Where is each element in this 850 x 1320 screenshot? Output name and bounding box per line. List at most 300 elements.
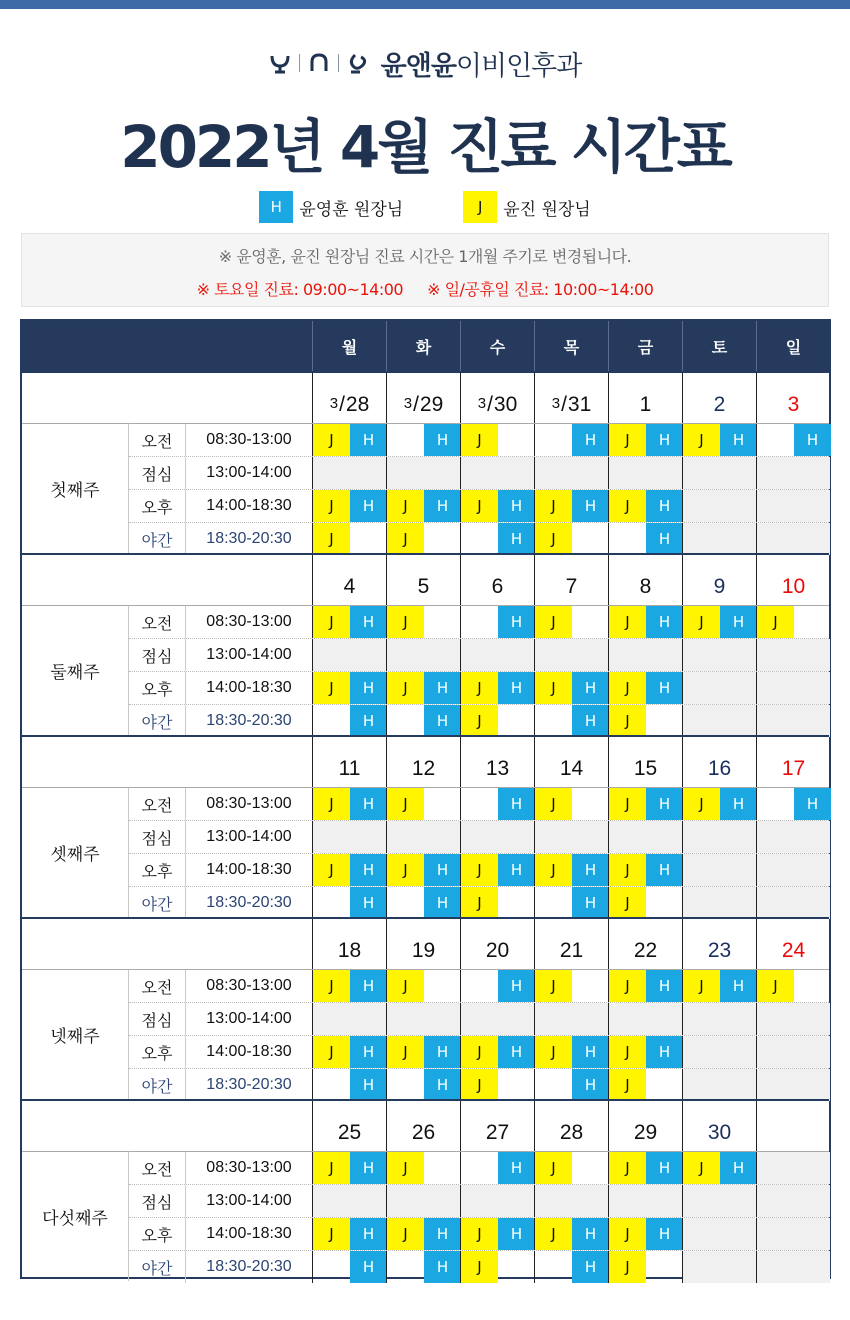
doctor-j-badge: J — [461, 705, 498, 737]
doctor-h-badge: H — [498, 1152, 535, 1184]
date-day: 3 — [787, 393, 800, 416]
date-day: 18 — [337, 939, 362, 962]
session-name: 오전 — [129, 424, 186, 456]
date-number — [756, 919, 830, 969]
date-day: 26 — [411, 1121, 436, 1144]
schedule-cell — [460, 1218, 534, 1250]
notice-hours — [22, 277, 828, 300]
date-number — [460, 919, 534, 969]
session-row — [129, 1250, 829, 1283]
schedule-cell — [460, 523, 534, 555]
session-row — [129, 1035, 829, 1068]
schedule-cell — [608, 672, 682, 704]
schedule-cell — [386, 788, 460, 820]
doctor-h-badge: H — [350, 1218, 387, 1250]
session-row — [129, 456, 829, 489]
doctor-j-badge: J — [609, 854, 646, 886]
session-row — [129, 671, 829, 704]
doctor-h-badge: H — [424, 1251, 461, 1283]
session-name: 야간 — [129, 1069, 186, 1101]
schedule-cell — [312, 821, 386, 853]
schedule-cell — [534, 788, 608, 820]
doctor-j-badge: J — [461, 1251, 498, 1283]
session-row — [129, 1184, 829, 1217]
doctor-h-badge: H — [646, 854, 683, 886]
schedule-cell — [386, 1218, 460, 1250]
schedule-cell — [756, 490, 830, 522]
schedule-cell — [312, 1036, 386, 1068]
doctor-h-badge: H — [498, 606, 535, 638]
doctor-j-badge: J — [387, 606, 424, 638]
doctor-h-badge: H — [424, 424, 461, 456]
doctor-j-badge: J — [313, 1036, 350, 1068]
doctor-j-badge: J — [683, 788, 720, 820]
session-time: 08:30-13:00 — [206, 1159, 292, 1176]
top-accent-bar — [0, 0, 850, 9]
session-row — [129, 489, 829, 522]
schedule-cell — [460, 970, 534, 1002]
doctor-j-badge: J — [313, 1152, 350, 1184]
doctor-j-badge: J — [609, 705, 646, 737]
session-time: 14:00-18:30 — [206, 497, 292, 514]
schedule-cell — [534, 1251, 608, 1283]
doctor-j-badge: J — [461, 490, 498, 522]
schedule-cell — [386, 1069, 460, 1101]
schedule-cell — [608, 1185, 682, 1217]
schedule-cell — [312, 1185, 386, 1217]
schedule-cell — [756, 705, 830, 737]
doctor-j-badge: J — [609, 606, 646, 638]
schedule-cell — [682, 887, 756, 919]
doctor-j-badge: J — [313, 424, 350, 456]
session-time: 14:00-18:30 — [206, 679, 292, 696]
schedule-cell — [386, 887, 460, 919]
schedule-cell — [386, 1185, 460, 1217]
notice-rotation: ※ 윤영훈, 윤진 원장님 진료 시간은 1개월 주기로 변경됩니다. — [218, 247, 632, 266]
date-day: 27 — [485, 1121, 510, 1144]
date-number — [386, 737, 460, 787]
doctor-j-badge: J — [313, 490, 350, 522]
date-day: 29 — [419, 393, 444, 416]
date-day: 8 — [639, 575, 652, 598]
schedule-cell — [534, 523, 608, 555]
session-row — [129, 820, 829, 853]
week-block — [22, 371, 829, 553]
doctor-j-badge: J — [609, 1218, 646, 1250]
week-label: 다섯째주 — [22, 1151, 129, 1281]
doctor-h-badge: H — [424, 1036, 461, 1068]
schedule-cell — [608, 523, 682, 555]
doctor-h-badge: H — [350, 672, 387, 704]
doctor-j-badge: J — [313, 523, 350, 555]
schedule-cell — [756, 1003, 830, 1035]
date-number — [312, 919, 386, 969]
weekday-header: 월 — [312, 321, 386, 371]
schedule-cell — [386, 705, 460, 737]
session-row — [129, 886, 829, 919]
schedule-cell — [312, 457, 386, 489]
date-day: 14 — [559, 757, 584, 780]
schedule-cell — [534, 887, 608, 919]
doctor-h-badge: H — [350, 788, 387, 820]
doctor-h-badge: H — [424, 672, 461, 704]
session-time: 13:00-14:00 — [206, 1192, 292, 1209]
schedule-cell — [534, 1218, 608, 1250]
schedule-cell — [460, 606, 534, 638]
schedule-cell — [312, 1003, 386, 1035]
legend-item-h — [259, 191, 403, 223]
doctor-legend — [0, 191, 850, 223]
schedule-cell — [460, 1069, 534, 1101]
doctor-h-badge: H — [720, 788, 757, 820]
date-number — [386, 373, 460, 423]
schedule-cell — [756, 970, 830, 1002]
schedule-cell — [608, 639, 682, 671]
schedule-cell — [386, 606, 460, 638]
schedule-cell — [312, 887, 386, 919]
schedule-cell — [386, 424, 460, 456]
doctor-j-badge: J — [609, 672, 646, 704]
schedule-cell — [756, 457, 830, 489]
notice-box — [21, 233, 829, 307]
notice-saturday-hours: ※ 토요일 진료: 09:00~14:00 — [196, 280, 404, 299]
schedule-cell — [608, 821, 682, 853]
date-number — [682, 919, 756, 969]
schedule-cell — [756, 606, 830, 638]
doctor-j-badge: J — [609, 424, 646, 456]
doctor-h-badge: H — [572, 1036, 609, 1068]
schedule-cell — [608, 1036, 682, 1068]
date-slash: / — [561, 393, 567, 416]
session-name: 점심 — [129, 639, 186, 671]
session-time: 14:00-18:30 — [206, 1225, 292, 1242]
doctor-h-badge: H — [720, 606, 757, 638]
session-name: 오후 — [129, 490, 186, 522]
doctor-j-badge: J — [313, 606, 350, 638]
date-number — [460, 1101, 534, 1151]
schedule-cell — [682, 523, 756, 555]
schedule-cell — [386, 639, 460, 671]
date-day: 16 — [707, 757, 732, 780]
schedule-cell — [682, 1185, 756, 1217]
doctor-h-badge: H — [572, 705, 609, 737]
doctor-j-badge: J — [683, 606, 720, 638]
doctor-h-badge: H — [646, 1218, 683, 1250]
schedule-cell — [460, 821, 534, 853]
date-number — [534, 1101, 608, 1151]
schedule-cell — [460, 490, 534, 522]
doctor-j-badge: J — [683, 1152, 720, 1184]
doctor-h-badge: H — [646, 1036, 683, 1068]
date-month-prefix: 3 — [551, 395, 561, 412]
doctor-j-badge: J — [535, 1152, 572, 1184]
date-number — [460, 555, 534, 605]
session-name: 오후 — [129, 1218, 186, 1250]
schedule-cell — [534, 424, 608, 456]
date-slash: / — [339, 393, 345, 416]
session-row — [129, 853, 829, 886]
doctor-j-badge: J — [313, 970, 350, 1002]
date-day: 23 — [707, 939, 732, 962]
session-row — [129, 1151, 829, 1184]
date-number — [534, 555, 608, 605]
session-name: 야간 — [129, 887, 186, 919]
date-number — [460, 373, 534, 423]
date-number — [386, 919, 460, 969]
doctor-j-badge: J — [387, 672, 424, 704]
doctor-h-badge: H — [498, 854, 535, 886]
doctor-h-badge: H — [498, 970, 535, 1002]
date-number — [312, 373, 386, 423]
doctor-j-badge: J — [757, 606, 794, 638]
date-number — [682, 555, 756, 605]
date-day: 13 — [485, 757, 510, 780]
doctor-h-badge: H — [350, 424, 387, 456]
schedule-cell — [608, 1152, 682, 1184]
date-day: 22 — [633, 939, 658, 962]
week-block — [22, 553, 829, 735]
date-day: 20 — [485, 939, 510, 962]
doctor-j-badge: J — [387, 1218, 424, 1250]
doctor-j-badge: J — [609, 788, 646, 820]
schedule-cell — [460, 1251, 534, 1283]
schedule-cell — [682, 970, 756, 1002]
schedule-cell — [608, 1218, 682, 1250]
date-day: 24 — [781, 939, 806, 962]
schedule-cell — [608, 887, 682, 919]
session-name: 점심 — [129, 821, 186, 853]
date-number — [312, 737, 386, 787]
date-day: 28 — [345, 393, 370, 416]
schedule-cell — [682, 606, 756, 638]
schedule-cell — [386, 457, 460, 489]
date-number — [608, 1101, 682, 1151]
schedule-cell — [534, 1152, 608, 1184]
doctor-h-badge: H — [424, 887, 461, 919]
date-number — [756, 373, 830, 423]
schedule-cell — [534, 970, 608, 1002]
doctor-j-badge: J — [313, 788, 350, 820]
doctor-h-badge: H — [646, 1152, 683, 1184]
session-time: 08:30-13:00 — [206, 795, 292, 812]
date-number — [608, 737, 682, 787]
doctor-j-badge: J — [609, 1069, 646, 1101]
doctor-h-badge: H — [646, 672, 683, 704]
date-day: 2 — [713, 393, 726, 416]
schedule-cell — [682, 821, 756, 853]
schedule-cell — [460, 887, 534, 919]
date-day: 10 — [781, 575, 806, 598]
date-day: 5 — [417, 575, 430, 598]
logo-separator — [299, 54, 300, 72]
schedule-cell — [460, 705, 534, 737]
schedule-cell — [534, 821, 608, 853]
doctor-h-badge: H — [350, 887, 387, 919]
schedule-cell — [682, 788, 756, 820]
schedule-cell — [534, 672, 608, 704]
doctor-h-badge: H — [498, 1036, 535, 1068]
weekday-header: 토 — [682, 321, 756, 371]
schedule-cell — [534, 1069, 608, 1101]
doctor-j-badge: J — [609, 887, 646, 919]
session-row — [129, 1068, 829, 1101]
session-row — [129, 1002, 829, 1035]
doctor-j-badge: J — [313, 854, 350, 886]
date-day: 28 — [559, 1121, 584, 1144]
session-name: 오전 — [129, 606, 186, 638]
schedule-cell — [608, 854, 682, 886]
schedule-cell — [682, 854, 756, 886]
date-number — [608, 555, 682, 605]
date-day: 6 — [491, 575, 504, 598]
date-number — [312, 1101, 386, 1151]
schedule-cell — [312, 705, 386, 737]
doctor-h-badge: H — [646, 970, 683, 1002]
schedule-cell — [608, 424, 682, 456]
session-time: 14:00-18:30 — [206, 861, 292, 878]
doctor-j-badge: J — [609, 490, 646, 522]
schedule-cell — [682, 1152, 756, 1184]
schedule-cell — [608, 457, 682, 489]
schedule-cell — [756, 821, 830, 853]
schedule-cell — [460, 457, 534, 489]
session-time: 13:00-14:00 — [206, 464, 292, 481]
doctor-j-badge: J — [609, 1251, 646, 1283]
legend-label-j: 윤진 원장님 — [503, 199, 591, 220]
logo-mark-swirl-icon — [347, 51, 369, 75]
doctor-h-badge: H — [498, 523, 535, 555]
date-slash: / — [487, 393, 493, 416]
schedule-cell — [756, 424, 830, 456]
session-row — [129, 522, 829, 555]
schedule-cell — [386, 1152, 460, 1184]
doctor-h-badge: H — [350, 606, 387, 638]
schedule-cell — [534, 639, 608, 671]
schedule-cell — [682, 1003, 756, 1035]
date-number — [756, 1101, 830, 1151]
schedule-cell — [756, 1069, 830, 1101]
schedule-cell — [534, 490, 608, 522]
doctor-h-badge: H — [350, 1036, 387, 1068]
schedule-cell — [756, 523, 830, 555]
notice-holiday-hours: ※ 일/공휴일 진료: 10:00~14:00 — [427, 280, 654, 299]
doctor-h-badge: H — [572, 887, 609, 919]
schedule-cell — [312, 1218, 386, 1250]
table-header — [22, 321, 829, 371]
schedule-cell — [756, 1251, 830, 1283]
schedule-cell — [312, 424, 386, 456]
doctor-h-badge: H — [350, 490, 387, 522]
schedule-cell — [608, 1003, 682, 1035]
week-label: 넷째주 — [22, 969, 129, 1099]
date-number — [386, 1101, 460, 1151]
date-day: 1 — [639, 393, 652, 416]
doctor-h-badge: H — [572, 672, 609, 704]
doctor-j-badge: J — [387, 1152, 424, 1184]
schedule-cell — [312, 854, 386, 886]
doctor-h-badge: H — [646, 490, 683, 522]
schedule-cell — [312, 970, 386, 1002]
weekday-header: 일 — [756, 321, 830, 371]
schedule-cell — [682, 490, 756, 522]
schedule-cell — [682, 424, 756, 456]
logo-mark-n-icon — [308, 51, 330, 75]
schedule-cell — [534, 1185, 608, 1217]
session-name: 야간 — [129, 705, 186, 737]
doctor-h-badge: H — [424, 705, 461, 737]
schedule-cell — [386, 1251, 460, 1283]
doctor-j-badge: J — [461, 1218, 498, 1250]
date-day: 30 — [707, 1121, 732, 1144]
doctor-h-badge: H — [572, 1251, 609, 1283]
doctor-j-badge: J — [461, 1036, 498, 1068]
doctor-j-badge: J — [461, 424, 498, 456]
date-month-prefix: 3 — [329, 395, 339, 412]
session-time: 13:00-14:00 — [206, 646, 292, 663]
doctor-h-badge: H — [646, 788, 683, 820]
session-row — [129, 638, 829, 671]
legend-badge-h: H — [259, 191, 293, 223]
date-number — [534, 373, 608, 423]
week-label: 셋째주 — [22, 787, 129, 917]
date-day: 9 — [713, 575, 726, 598]
schedule-cell — [386, 854, 460, 886]
session-time: 14:00-18:30 — [206, 1043, 292, 1060]
date-day: 29 — [633, 1121, 658, 1144]
week-block — [22, 735, 829, 917]
schedule-cell — [386, 672, 460, 704]
schedule-cell — [460, 1152, 534, 1184]
schedule-cell — [756, 788, 830, 820]
date-day: 4 — [343, 575, 356, 598]
date-number — [534, 919, 608, 969]
schedule-cell — [534, 1036, 608, 1068]
legend-item-j — [463, 191, 591, 223]
doctor-h-badge: H — [424, 1218, 461, 1250]
date-day: 11 — [338, 757, 361, 780]
doctor-j-badge: J — [535, 1218, 572, 1250]
doctor-h-badge: H — [350, 970, 387, 1002]
schedule-cell — [312, 1152, 386, 1184]
doctor-h-badge: H — [498, 1218, 535, 1250]
doctor-j-badge: J — [387, 523, 424, 555]
doctor-j-badge: J — [535, 490, 572, 522]
date-day: 25 — [337, 1121, 362, 1144]
doctor-j-badge: J — [461, 1069, 498, 1101]
session-name: 오후 — [129, 854, 186, 886]
doctor-j-badge: J — [609, 970, 646, 1002]
doctor-h-badge: H — [646, 523, 683, 555]
schedule-cell — [386, 1003, 460, 1035]
doctor-h-badge: H — [572, 424, 609, 456]
date-day: 21 — [559, 939, 584, 962]
date-month-prefix: 3 — [477, 395, 487, 412]
session-row — [129, 605, 829, 638]
session-row — [129, 1217, 829, 1250]
schedule-cell — [312, 788, 386, 820]
schedule-cell — [682, 639, 756, 671]
doctor-j-badge: J — [535, 606, 572, 638]
doctor-h-badge: H — [350, 1069, 387, 1101]
doctor-j-badge: J — [609, 1036, 646, 1068]
session-name: 점심 — [129, 1185, 186, 1217]
session-time: 18:30-20:30 — [206, 712, 292, 729]
date-number — [756, 737, 830, 787]
doctor-j-badge: J — [609, 1152, 646, 1184]
doctor-j-badge: J — [387, 788, 424, 820]
doctor-j-badge: J — [683, 970, 720, 1002]
session-name: 야간 — [129, 523, 186, 555]
